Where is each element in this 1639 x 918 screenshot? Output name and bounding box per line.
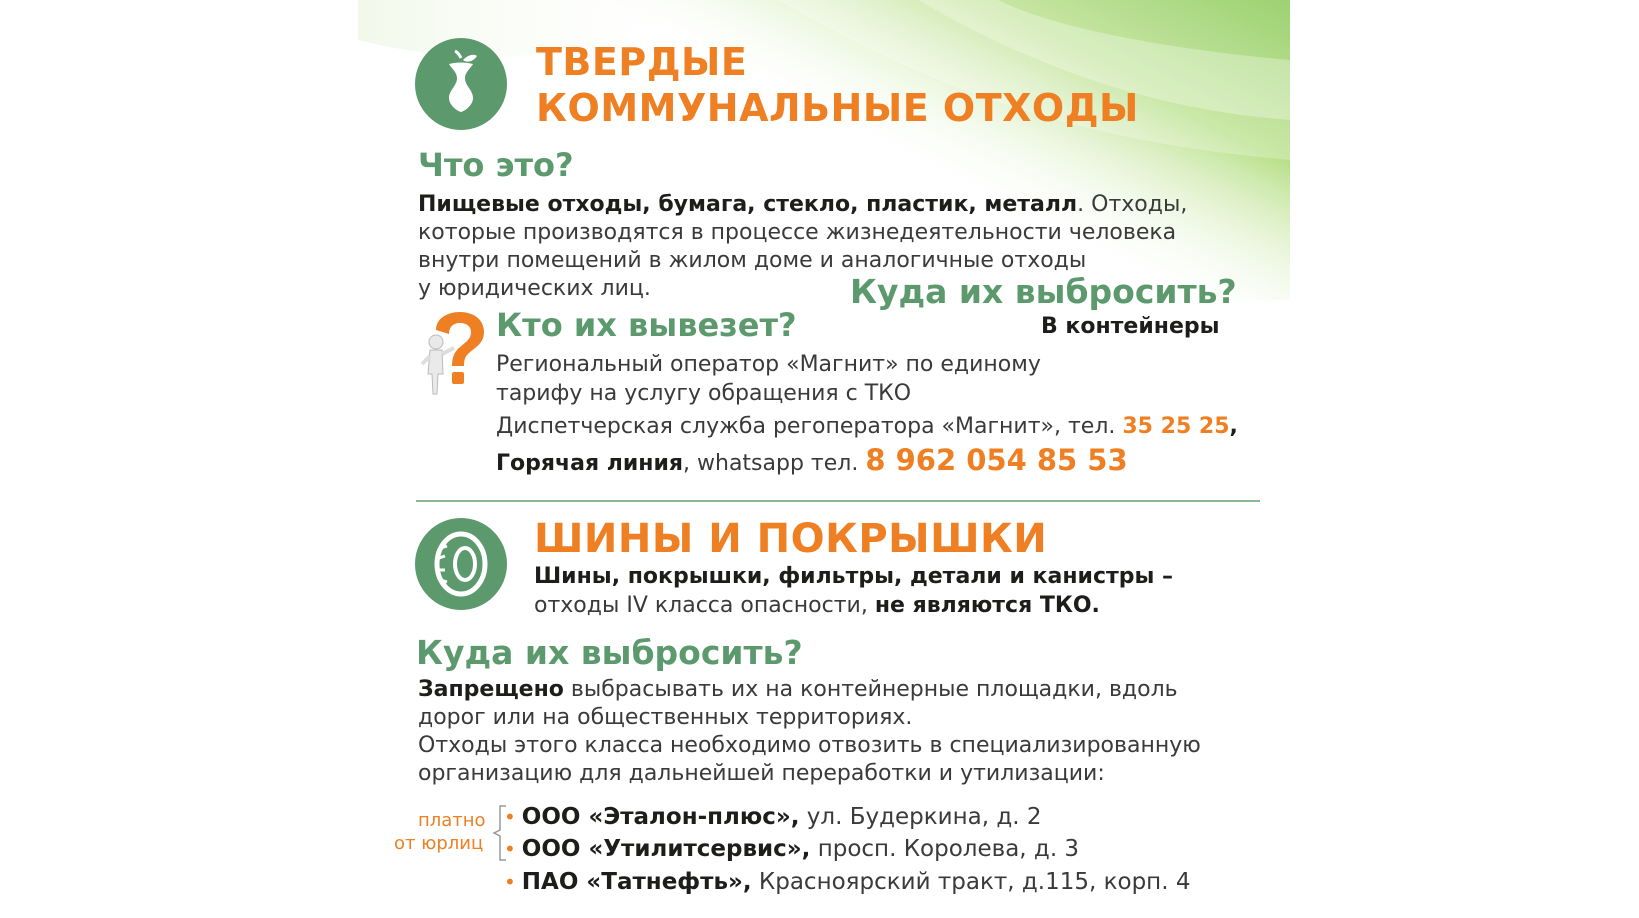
need-line1: Отходы этого класса необходимо отвозить в специализированную <box>418 733 1201 758</box>
what-line3: внутри помещений в жилом доме и аналогичные отходы <box>418 248 1087 273</box>
what-rest1: . Отходы, <box>1077 192 1188 217</box>
section2-title: ШИНЫ И ПОКРЫШКИ <box>534 516 1048 562</box>
org-item-1 <box>504 803 1042 831</box>
what-bold: Пищевые отходы, бумага, стекло, пластик, металл <box>418 192 1078 217</box>
dispatch-text: Диспетчерская служба регоператора «Магнит», тел. <box>496 414 1123 439</box>
what-line1 <box>418 191 1187 219</box>
tires-desc-b: не являются ТКО. <box>874 593 1100 618</box>
who-line1: Региональный оператор «Магнит» по единому <box>496 352 1041 377</box>
org-address: Красноярский тракт, д.115, корп. 4 <box>751 869 1191 895</box>
tires-desc-a: отходы IV класса опасности, <box>534 593 875 618</box>
org-item-3 <box>504 868 1190 896</box>
who-line2: тарифу на услугу обращения с ТКО <box>496 381 912 406</box>
tire-icon <box>415 518 507 610</box>
dispatch-line <box>496 413 1238 441</box>
bullet-icon: • <box>504 837 516 861</box>
hotline-phone: 8 962 054 85 53 <box>865 443 1128 477</box>
what-heading: Что это? <box>418 146 574 184</box>
forbidden-line2: дорог или на общественных территориях. <box>418 705 913 730</box>
poster <box>358 0 1290 918</box>
tires-desc-line1: Шины, покрышки, фильтры, детали и канистры – <box>534 564 1174 589</box>
what-line2: которые производятся в процессе жизнедеятельности человека <box>418 220 1177 245</box>
dispatch-phone: 35 25 25 <box>1122 414 1230 439</box>
what-line4: у юридических лиц. <box>418 276 651 301</box>
org-item-2 <box>504 835 1079 863</box>
tires-desc-line2 <box>534 592 1100 620</box>
forbidden-bold: Запрещено <box>418 677 564 702</box>
forbidden-line1 <box>418 676 1178 704</box>
bullet-icon: • <box>504 870 516 894</box>
hotline-text: , whatsapp тел. <box>683 451 866 476</box>
need-line2: организацию для дальнейшей переработки и утилизации: <box>418 761 1105 786</box>
apple-core-icon <box>415 38 507 130</box>
section1-title-line2: КОММУНАЛЬНЫЕ ОТХОДЫ <box>536 86 1139 130</box>
bullet-icon: • <box>504 805 516 829</box>
org-name: ООО «Утилитсервис», <box>521 836 811 862</box>
org-address: просп. Королева, д. 3 <box>810 836 1080 862</box>
paid-note-line2: от юрлиц <box>394 833 484 854</box>
where2-heading: Куда их выбросить? <box>416 633 803 672</box>
org-name: ПАО «Татнефть», <box>521 869 752 895</box>
question-man-icon <box>418 312 488 402</box>
section-divider <box>416 500 1260 502</box>
who-heading: Кто их вывезет? <box>496 306 797 344</box>
hotline-bold: Горячая линия <box>496 451 684 476</box>
forbidden-rest: выбрасывать их на контейнерные площадки, вдоль <box>563 677 1178 702</box>
where1-answer: В контейнеры <box>1041 314 1220 339</box>
section1-title-line1: ТВЕРДЫЕ <box>536 40 748 84</box>
where1-heading: Куда их выбросить? <box>850 272 1237 311</box>
paid-note-line1: платно <box>418 810 486 831</box>
hotline-line <box>496 443 1128 478</box>
org-address: ул. Будеркина, д. 2 <box>799 804 1042 830</box>
org-name: ООО «Эталон-плюс», <box>521 804 800 830</box>
dispatch-comma: , <box>1229 414 1238 439</box>
